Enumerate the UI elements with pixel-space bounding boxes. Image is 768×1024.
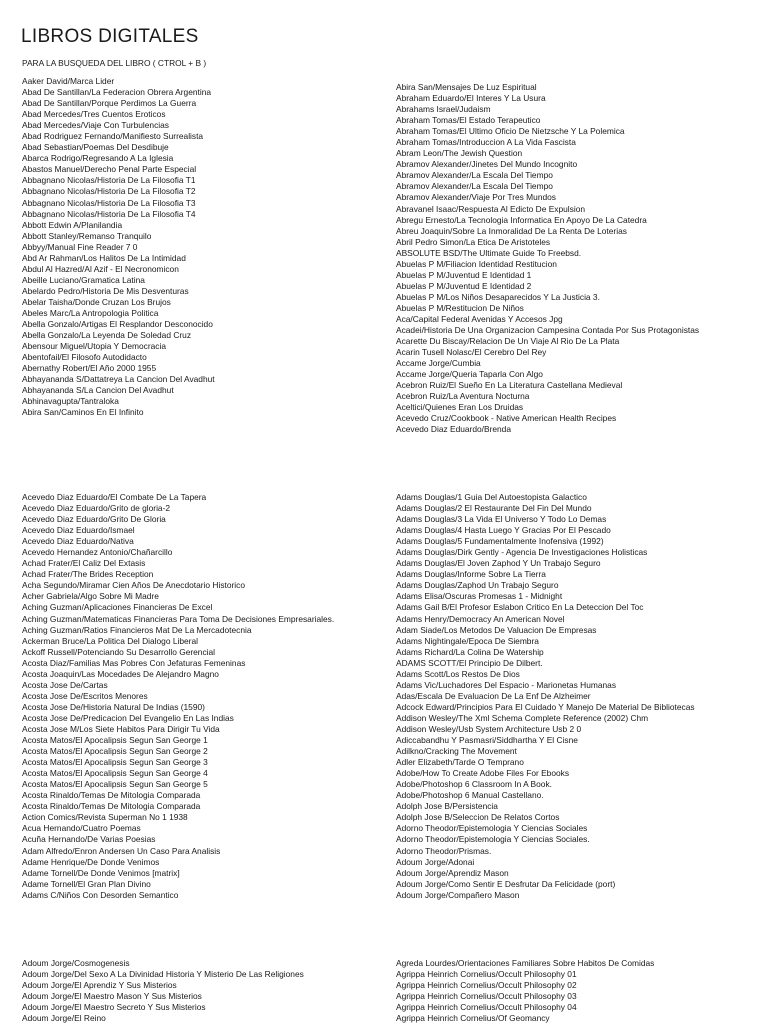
book-entry: Acosta Matos/El Apocalipsis Segun San George 5: [22, 779, 208, 790]
book-entry: Adoum Jorge/Compañero Mason: [396, 889, 520, 900]
book-entry: Acevedo Cruz/Cookbook - Native American Health Recipes: [396, 413, 617, 424]
search-instruction: PARA LA BUSQUEDA DEL LIBRO ( CTROL + B ): [22, 58, 207, 68]
book-entry: Adoum Jorge/Aprendiz Mason: [396, 867, 509, 878]
book-entry: Acosta Jose De/Cartas: [22, 679, 108, 690]
book-entry: Abbagnano Nicolas/Historia De La Filosofia T1: [22, 175, 196, 186]
book-entry: Adams C/Niños Con Desorden Semantico: [22, 889, 179, 900]
page-title: LIBROS DIGITALES: [21, 26, 199, 47]
book-entry: Abdul Al Hazred/Al Azif - El Necronomicon: [22, 263, 179, 274]
book-list-right: [396, 492, 695, 901]
book-entry: Abraham Tomas/Introduccion A La Vida Fascista: [396, 137, 576, 148]
book-entry: Accame Jorge/Queria Taparla Con Algo: [396, 369, 543, 380]
book-entry: Adolph Jose B/Seleccion De Relatos Cortos: [396, 812, 560, 823]
book-entry: Ackoff Russell/Potenciando Su Desarrollo Gerencial: [22, 646, 216, 657]
book-entry: Acevedo Diaz Eduardo/Brenda: [396, 424, 511, 435]
book-entry: Acebron Ruiz/La Aventura Nocturna: [396, 391, 530, 402]
book-entry: Adams Douglas/2 El Restaurante Del Fin Del Mundo: [396, 503, 592, 514]
book-entry: Acha Segundo/Miramar Cien Años De Anecdotario Historico: [22, 580, 245, 591]
book-entry: Acosta Rinaldo/Temas De Mitologia Comparada: [22, 790, 201, 801]
book-entry: Acevedo Diaz Eduardo/Ismael: [22, 525, 135, 536]
book-entry: Acosta Jose De/Predicacion Del Evangelio En Las Indias: [22, 712, 234, 723]
book-entry: Adams Vic/Luchadores Del Espacio - Marionetas Humanas: [396, 679, 617, 690]
book-entry: Abuelas P M/Juventud E Identidad 1: [396, 269, 532, 280]
book-entry: Accame Jorge/Cumbia: [396, 358, 481, 369]
book-entry: Acher Gabriela/Algo Sobre Mi Madre: [22, 591, 159, 602]
book-entry: Abbott Edwin A/Planilandia: [22, 219, 123, 230]
book-entry: Adler Elizabeth/Tarde O Temprano: [396, 757, 524, 768]
book-entry: Achad Frater/The Brides Reception: [22, 569, 154, 580]
book-entry: Abbagnano Nicolas/Historia De La Filosofia T2: [22, 186, 196, 197]
book-entry: Adoum Jorge/El Aprendiz Y Sus Misterios: [22, 980, 177, 991]
book-entry: Acosta Jose De/Escritos Menores: [22, 690, 148, 701]
book-entry: Abella Gonzalo/La Leyenda De Soledad Cruz: [22, 330, 192, 341]
book-entry: Acosta Jose M/Los Siete Habitos Para Dirigir Tu Vida: [22, 723, 220, 734]
book-entry: Abad Mercedes/Viaje Con Turbulencias: [22, 120, 169, 131]
book-entry: Abuelas P M/Juventud E Identidad 2: [396, 280, 532, 291]
book-entry: Adoum Jorge/El Maestro Secreto Y Sus Misterios: [22, 1002, 206, 1013]
book-entry: Adobe/Photoshop 6 Classroom In A Book.: [396, 779, 552, 790]
book-entry: Adams Nightingale/Epoca De Siembra: [396, 635, 539, 646]
book-entry: Agrippa Heinrich Cornelius/Occult Philosophy 02: [396, 980, 577, 991]
book-list-left: [22, 958, 304, 1024]
book-entry: Agrippa Heinrich Cornelius/Occult Philosophy 03: [396, 991, 577, 1002]
book-entry: Adam Siade/Los Metodos De Valuacion De Empresas: [396, 624, 597, 635]
book-entry: Abeille Luciano/Gramatica Latina: [22, 274, 145, 285]
book-entry: Aching Guzman/Aplicaciones Financieras De Excel: [22, 602, 213, 613]
book-entry: Acua Hernando/Cuatro Poemas: [22, 823, 141, 834]
book-entry: Agrippa Heinrich Cornelius/Occult Philosophy 04: [396, 1002, 577, 1013]
book-entry: Adams Douglas/El Joven Zaphod Y Un Trabajo Seguro: [396, 558, 601, 569]
book-entry: Acarette Du Biscay/Relacion De Un Viaje Al Rio De La Plata: [396, 336, 620, 347]
book-entry: Abraham Tomas/El Estado Terapeutico: [396, 115, 541, 126]
book-entry: Acevedo Hernandez Antonio/Chañarcillo: [22, 547, 173, 558]
book-entry: Acuña Hernando/De Varias Poesias: [22, 834, 156, 845]
book-entry: Abuelas P M/Los Niños Desaparecidos Y La Justicia 3.: [396, 291, 600, 302]
book-entry: Addison Wesley/Usb System Architecture Usb 2 0: [396, 723, 582, 734]
book-entry: Adams Elisa/Oscuras Promesas 1 - Midnight: [396, 591, 563, 602]
book-entry: Adolph Jose B/Persistencia: [396, 801, 498, 812]
book-entry: Abernathy Robert/El Año 2000 1955: [22, 363, 157, 374]
book-list-right: [396, 82, 699, 436]
book-entry: Abram Leon/The Jewish Question: [396, 148, 523, 159]
book-entry: Adame Tornell/El Gran Plan Divino: [22, 878, 151, 889]
book-entry: Abramov Alexander/Viaje Por Tres Mundos: [396, 192, 556, 203]
book-entry: Adobe/Photoshop 6 Manual Castellano.: [396, 790, 544, 801]
book-entry: Abregu Ernesto/La Tecnologia Informatica En Apoyo De La Catedra: [396, 214, 647, 225]
book-entry: Adams Douglas/Dirk Gently - Agencia De Investigaciones Holisticas: [396, 547, 648, 558]
book-entry: Abad Sebastian/Poemas Del Desdibuje: [22, 142, 169, 153]
book-list-left: [22, 76, 215, 418]
book-entry: Abira San/Caminos En El Infinito: [22, 407, 144, 418]
book-entry: Adams Douglas/Informe Sobre La Tierra: [396, 569, 546, 580]
book-entry: Abril Pedro Simon/La Etica De Aristoteles: [396, 236, 551, 247]
book-entry: Adoum Jorge/Cosmogenesis: [22, 958, 130, 968]
book-entry: Ackerman Bruce/La Politica Del Dialogo Liberal: [22, 635, 198, 646]
book-entry: Abraham Tomas/El Ultimo Oficio De Nietzsche Y La Polemica: [396, 126, 625, 137]
book-entry: Acosta Matos/El Apocalipsis Segun San George 4: [22, 768, 208, 779]
book-entry: Abhayananda S/Dattatreya La Cancion Del Avadhut: [22, 374, 215, 385]
book-entry: Acosta Rinaldo/Temas De Mitologia Comparada: [22, 801, 201, 812]
book-entry: Adoum Jorge/Adonai: [396, 856, 475, 867]
book-entry: Adorno Theodor/Epistemologia Y Ciencias Sociales: [396, 823, 588, 834]
book-entry: Abhinavagupta/Tantraloka: [22, 396, 119, 407]
book-entry: Abbott Stanley/Remanso Tranquilo: [22, 230, 152, 241]
book-entry: Aaker David/Marca Lider: [22, 76, 115, 86]
book-entry: Adilkno/Cracking The Movement: [396, 746, 517, 757]
book-entry: Abraham Eduardo/El Interes Y La Usura: [396, 93, 546, 104]
book-entry: Abbyy/Manual Fine Reader 7 0: [22, 241, 138, 252]
book-entry: Agrippa Heinrich Cornelius/Of Geomancy: [396, 1013, 550, 1024]
book-entry: Abhayananda S/La Cancion Del Avadhut: [22, 385, 174, 396]
book-entry: Acosta Matos/El Apocalipsis Segun San George 2: [22, 746, 208, 757]
book-entry: Adame Tornell/De Donde Venimos [matrix]: [22, 867, 180, 878]
book-entry: Abbagnano Nicolas/Historia De La Filosofia T4: [22, 208, 196, 219]
book-entry: Acevedo Diaz Eduardo/El Combate De La Tapera: [22, 492, 207, 502]
book-entry: Agreda Lourdes/Orientaciones Familiares Sobre Habitos De Comidas: [396, 958, 655, 968]
book-entry: Adams Douglas/3 La Vida El Universo Y Todo Lo Demas: [396, 514, 607, 525]
book-entry: Abad De Santillan/Porque Perdimos La Guerra: [22, 98, 197, 109]
book-entry: Adoum Jorge/Como Sentir E Desfrutar Da Felicidade (port): [396, 878, 616, 889]
book-entry: Acadei/Historia De Una Organizacion Campesina Contada Por Sus Protagonistas: [396, 325, 700, 336]
book-entry: Abastos Manuel/Derecho Penal Parte Especial: [22, 164, 197, 175]
book-entry: Adam Alfredo/Enron Andersen Un Caso Para Analisis: [22, 845, 221, 856]
book-entry: Abuelas P M/Filiacion Identidad Restitucion: [396, 258, 557, 269]
book-entry: Acebron Ruiz/El Sueño En La Literatura Castellana Medieval: [396, 380, 623, 391]
book-entry: Adams Gail B/El Profesor Eslabon Critico En La Deteccion Del Toc: [396, 602, 644, 613]
book-entry: ADAMS SCOTT/El Principio De Dilbert.: [396, 657, 543, 668]
book-entry: Abad Rodriguez Fernando/Manifiesto Surrealista: [22, 131, 204, 142]
book-entry: Abeles Marc/La Antropologia Politica: [22, 307, 159, 318]
book-entry: Abira San/Mensajes De Luz Espiritual: [396, 82, 537, 92]
book-entry: Adiccabandhu Y Pasmasri/Siddhartha Y El Cisne: [396, 735, 578, 746]
book-entry: Adorno Theodor/Epistemologia Y Ciencias Sociales.: [396, 834, 590, 845]
book-entry: Adams Henry/Democracy An American Novel: [396, 613, 565, 624]
book-entry: Aca/Capital Federal Avenidas Y Accesos Jpg: [396, 313, 563, 324]
book-entry: Aching Guzman/Ratios Financieros Mat De La Mercadotecnia: [22, 624, 252, 635]
book-entry: Adas/Escala De Evaluacion De La Enf De Alzheimer: [396, 690, 591, 701]
book-entry: Abbagnano Nicolas/Historia De La Filosofia T3: [22, 197, 196, 208]
book-entry: Acosta Matos/El Apocalipsis Segun San George 1: [22, 735, 208, 746]
book-entry: Adoum Jorge/El Maestro Mason Y Sus Misterios: [22, 991, 202, 1002]
book-entry: Aching Guzman/Matematicas Financieras Para Toma De Decisiones Empresariales.: [22, 613, 335, 624]
book-entry: Adams Scott/Los Restos De Dios: [396, 668, 520, 679]
book-entry: Abelardo Pedro/Historia De Mis Desventuras: [22, 285, 189, 296]
book-entry: Abramov Alexander/Jinetes Del Mundo Incognito: [396, 159, 578, 170]
book-entry: Agrippa Heinrich Cornelius/Occult Philosophy 01: [396, 969, 577, 980]
book-entry: Adams Douglas/5 Fundamentalmente Inofensiva (1992): [396, 536, 604, 547]
book-entry: Adams Douglas/Zaphod Un Trabajo Seguro: [396, 580, 559, 591]
book-entry: Abravanel Isaac/Respuesta Al Edicto De Expulsion: [396, 203, 586, 214]
book-entry: Abad De Santillan/La Federacion Obrera Argentina: [22, 87, 212, 98]
book-entry: Abelar Taisha/Donde Cruzan Los Brujos: [22, 296, 171, 307]
book-entry: Abd Ar Rahman/Los Halitos De La Intimidad: [22, 252, 186, 263]
book-entry: Adams Richard/La Colina De Watership: [396, 646, 544, 657]
book-entry: Action Comics/Revista Superman No 1 1938: [22, 812, 188, 823]
book-entry: Abrahams Israel/Judaism: [396, 104, 491, 115]
book-entry: Abramov Alexander/La Escala Del Tiempo: [396, 181, 553, 192]
book-entry: Achad Frater/El Caliz Del Extasis: [22, 558, 146, 569]
book-entry: Adams Douglas/1 Guia Del Autoestopista Galactico: [396, 492, 587, 502]
book-entry: Adams Douglas/4 Hasta Luego Y Gracias Por El Pescado: [396, 525, 611, 536]
book-entry: Adcock Edward/Principios Para El Cuidado Y Manejo De Material De Bibliotecas: [396, 701, 695, 712]
book-entry: Abramov Alexander/La Escala Del Tiempo: [396, 170, 553, 181]
book-list-right: [396, 958, 654, 1024]
book-entry: Acosta Matos/El Apocalipsis Segun San George 3: [22, 757, 208, 768]
book-entry: Abreu Joaquin/Sobre La Inmoralidad De La Renta De Loterias: [396, 225, 627, 236]
book-entry: Acosta Jose De/Historia Natural De Indias (1590): [22, 701, 205, 712]
book-entry: Acosta Diaz/Familias Mas Pobres Con Jefaturas Femeninas: [22, 657, 246, 668]
book-entry: Abella Gonzalo/Artigas El Resplandor Desconocido: [22, 319, 213, 330]
book-entry: Acevedo Diaz Eduardo/Grito De Gloria: [22, 514, 166, 525]
book-entry: Abentofail/El Filosofo Autodidacto: [22, 352, 147, 363]
book-entry: Adame Henrique/De Donde Venimos: [22, 856, 160, 867]
book-entry: Abuelas P M/Restitucion De Niños: [396, 302, 524, 313]
book-entry: Addison Wesley/The Xml Schema Complete Reference (2002) Chm: [396, 712, 649, 723]
book-entry: ABSOLUTE BSD/The Ultimate Guide To Freebsd.: [396, 247, 582, 258]
book-entry: Abensour Miguel/Utopia Y Democracia: [22, 341, 167, 352]
book-entry: Adoum Jorge/El Reino: [22, 1013, 106, 1024]
book-entry: Aceltici/Quienes Eran Los Druidas: [396, 402, 524, 413]
book-list-left: [22, 492, 334, 901]
book-entry: Abarca Rodrigo/Regresando A La Iglesia: [22, 153, 174, 164]
book-entry: Acevedo Diaz Eduardo/Grito de gloria-2: [22, 503, 171, 514]
book-entry: Adobe/How To Create Adobe Files For Ebooks: [396, 768, 570, 779]
book-entry: Adorno Theodor/Prismas.: [396, 845, 492, 856]
book-entry: Adoum Jorge/Del Sexo A La Divinidad Historia Y Misterio De Las Religiones: [22, 969, 304, 980]
book-entry: Acarin Tusell Nolasc/El Cerebro Del Rey: [396, 347, 547, 358]
book-entry: Acosta Joaquin/Las Mocedades De Alejandro Magno: [22, 668, 219, 679]
book-entry: Abad Mercedes/Tres Cuentos Eroticos: [22, 109, 166, 120]
book-entry: Acevedo Diaz Eduardo/Nativa: [22, 536, 134, 547]
